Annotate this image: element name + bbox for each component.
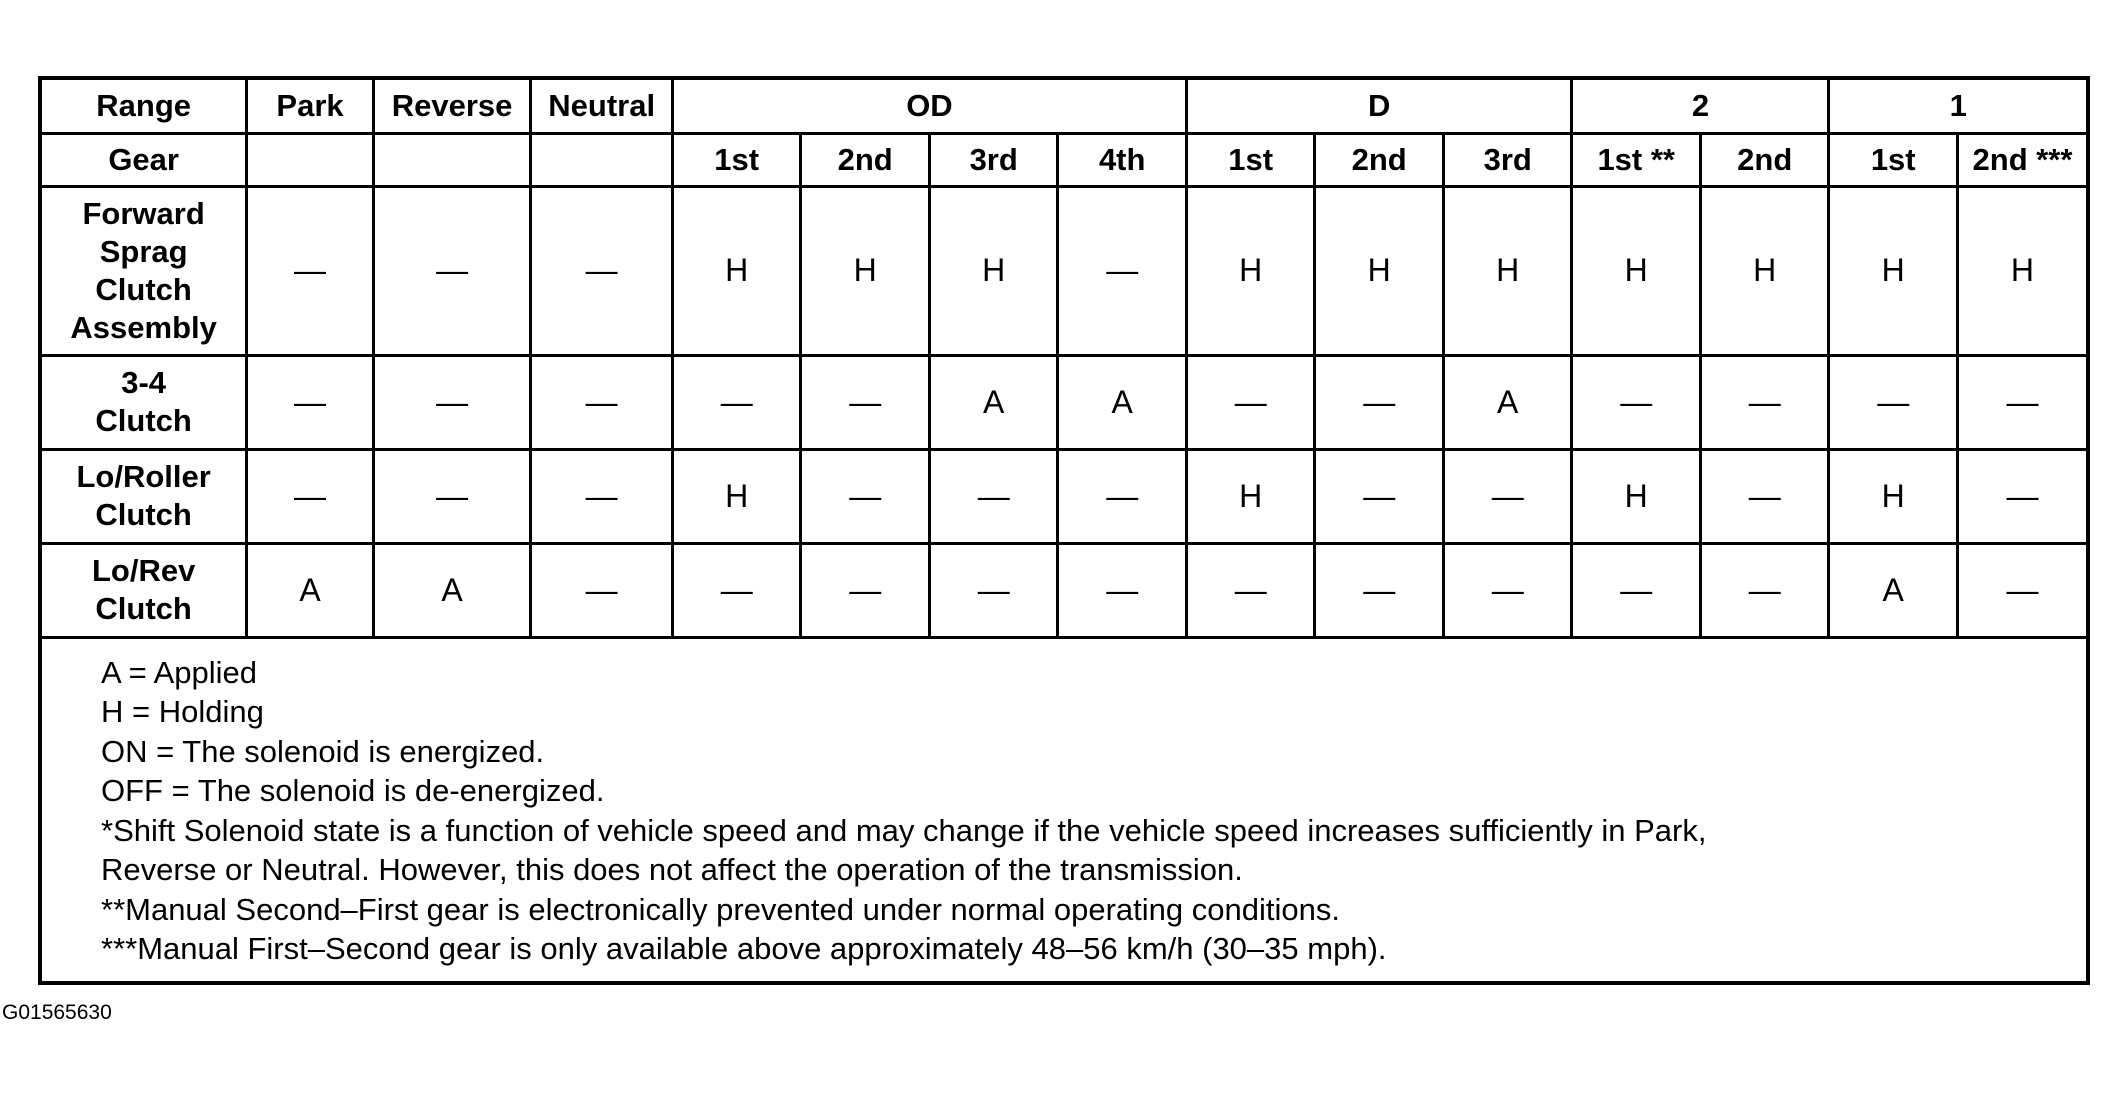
gear-cell: 2nd — [801, 133, 930, 186]
figure-id: G01565630 — [2, 1001, 112, 1024]
row-label-line: Assembly — [70, 309, 217, 345]
table-cell: H — [1700, 186, 1829, 355]
table-cell: — — [373, 449, 531, 543]
row-label-line: Clutch — [95, 591, 192, 626]
range-d: D — [1186, 80, 1572, 133]
table-cell: A — [247, 543, 373, 637]
table-cell: H — [1572, 186, 1701, 355]
table-cell: — — [247, 355, 373, 449]
range-neutral: Neutral — [531, 80, 673, 133]
gear-cell: 2nd — [1315, 133, 1444, 186]
table-cell: — — [531, 355, 673, 449]
table-row — [42, 543, 2086, 637]
table-row — [42, 186, 2086, 355]
table-cell: H — [1443, 186, 1572, 355]
row-label-line: Clutch — [95, 497, 192, 532]
table-cell: — — [1572, 355, 1701, 449]
table-cell: H — [672, 186, 801, 355]
table-cell: — — [1315, 355, 1444, 449]
table-cell: H — [1829, 186, 1958, 355]
gear-cell: 1st — [1186, 133, 1315, 186]
table-cell: H — [929, 186, 1058, 355]
legend-notes — [42, 637, 2086, 981]
table-cell: — — [801, 543, 930, 637]
row-label-line: Lo/Rev — [91, 553, 196, 588]
gear-label: Gear — [42, 133, 247, 186]
row-label-forward-sprag-clutch — [42, 186, 247, 355]
row-label-line: Clutch — [95, 271, 192, 307]
table-cell: — — [1315, 543, 1444, 637]
row-label-line: Sprag — [99, 233, 188, 269]
range-1: 1 — [1829, 80, 2086, 133]
row-label-line: 3-4 — [121, 365, 167, 400]
table-cell: — — [1957, 355, 2086, 449]
table-row — [42, 449, 2086, 543]
gear-cell: 3rd — [1443, 133, 1572, 186]
table-cell: A — [929, 355, 1058, 449]
table-cell: A — [373, 543, 531, 637]
row-label-line: Clutch — [95, 403, 192, 438]
note-line: Reverse or Neutral. However, this does not affect the operation of the transmission. — [101, 852, 1243, 887]
table-cell: — — [1058, 543, 1187, 637]
table-cell: — — [801, 449, 930, 543]
gear-cell: 2nd — [1700, 133, 1829, 186]
note-line: ***Manual First–Second gear is only available above approximately 48–56 km/h (30–35 mph). — [101, 931, 1387, 966]
gear-cell: 1st ** — [1572, 133, 1701, 186]
range-header-row — [42, 80, 2086, 133]
gear-header-row — [42, 133, 2086, 186]
table-cell: A — [1829, 543, 1958, 637]
table-cell: — — [531, 186, 673, 355]
gear-cell — [531, 133, 673, 186]
table-cell: H — [1829, 449, 1958, 543]
table-cell: — — [1186, 543, 1315, 637]
table-cell: — — [247, 449, 373, 543]
table-cell: — — [1957, 449, 2086, 543]
range-reverse: Reverse — [373, 80, 531, 133]
note-line: OFF = The solenoid is de-energized. — [101, 773, 605, 808]
gear-cell: 3rd — [929, 133, 1058, 186]
gear-cell: 1st — [672, 133, 801, 186]
table-cell: — — [1443, 543, 1572, 637]
row-label-lo-rev-clutch — [42, 543, 247, 637]
table-cell: H — [672, 449, 801, 543]
table-cell: A — [1058, 355, 1187, 449]
table-cell: — — [929, 543, 1058, 637]
note-line: **Manual Second–First gear is electronically prevented under normal operating conditions. — [101, 891, 1340, 927]
table-cell: — — [672, 355, 801, 449]
table-body — [42, 80, 2086, 981]
table-cell: — — [1058, 186, 1187, 355]
clutch-application-table — [42, 80, 2086, 981]
range-od: OD — [672, 80, 1186, 133]
table-cell: — — [531, 449, 673, 543]
table-cell: H — [801, 186, 930, 355]
table-cell: — — [373, 186, 531, 355]
table-cell: — — [929, 449, 1058, 543]
table-cell: — — [1572, 543, 1701, 637]
range-park: Park — [247, 80, 373, 133]
range-label: Range — [42, 80, 247, 133]
table-cell: A — [1443, 355, 1572, 449]
table-cell: — — [1315, 449, 1444, 543]
note-line: A = Applied — [101, 654, 257, 690]
table-cell: — — [1829, 355, 1958, 449]
gear-cell: 1st — [1829, 133, 1958, 186]
table-cell: — — [247, 186, 373, 355]
table-cell: H — [1186, 186, 1315, 355]
table-cell: — — [531, 543, 673, 637]
table-row — [42, 355, 2086, 449]
row-label-line: Lo/Roller — [76, 459, 211, 494]
gear-cell — [373, 133, 531, 186]
table-cell: — — [1700, 355, 1829, 449]
gear-cell — [247, 133, 373, 186]
row-label-line: Forward — [82, 195, 205, 231]
table-cell: H — [1186, 449, 1315, 543]
table-cell: H — [1572, 449, 1701, 543]
table-cell: H — [1315, 186, 1444, 355]
table-cell: H — [1957, 186, 2086, 355]
gear-cell: 4th — [1058, 133, 1187, 186]
note-line: H = Holding — [101, 694, 264, 729]
notes-row — [42, 637, 2086, 981]
table-cell: — — [1443, 449, 1572, 543]
table-cell: — — [373, 355, 531, 449]
gear-cell: 2nd *** — [1957, 133, 2086, 186]
table-cell: — — [1186, 355, 1315, 449]
note-line: *Shift Solenoid state is a function of vehicle speed and may change if the vehicle speed increases sufficiently in Park, — [101, 812, 1707, 848]
table-cell: — — [801, 355, 930, 449]
table-cell: — — [1700, 543, 1829, 637]
note-line: ON = The solenoid is energized. — [101, 733, 545, 769]
row-label-3-4-clutch — [42, 355, 247, 449]
table-cell: — — [1957, 543, 2086, 637]
table-cell: — — [1700, 449, 1829, 543]
table-cell: — — [672, 543, 801, 637]
row-label-lo-roller-clutch — [42, 449, 247, 543]
clutch-application-chart — [38, 76, 2090, 985]
table-cell: — — [1058, 449, 1187, 543]
range-2: 2 — [1572, 80, 1829, 133]
